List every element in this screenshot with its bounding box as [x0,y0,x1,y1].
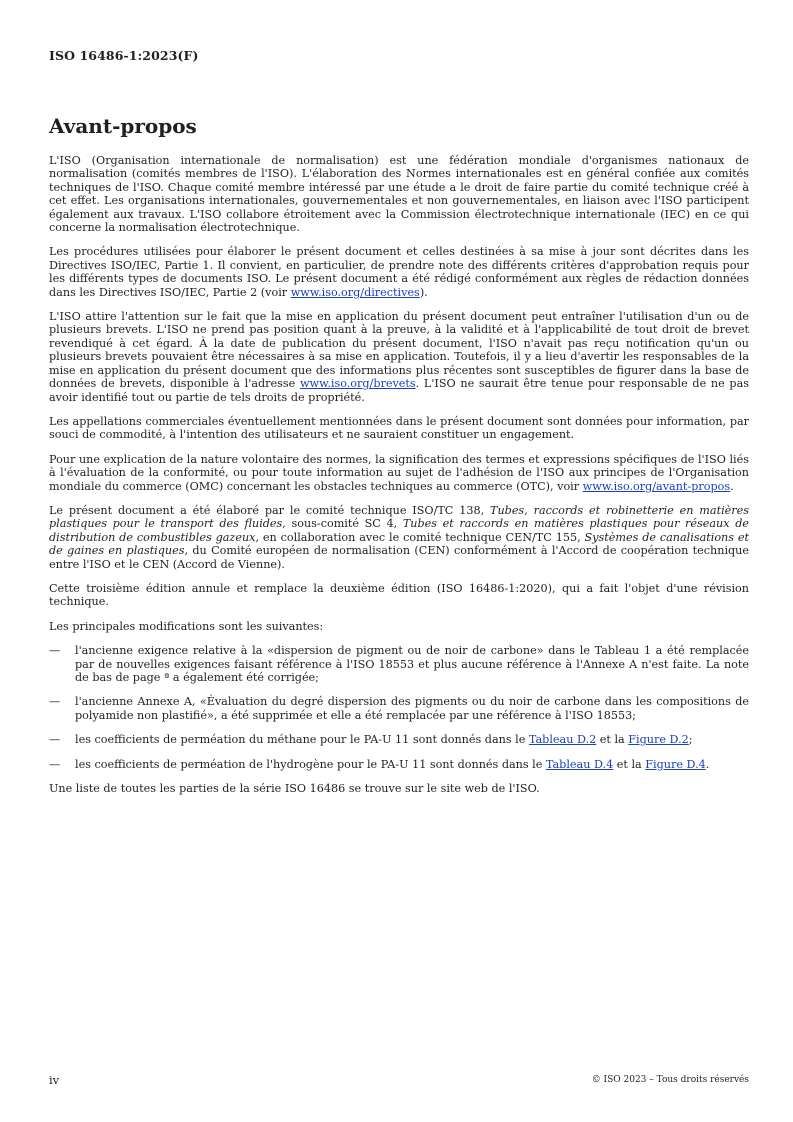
list-item: — l'ancienne Annexe A, «Évaluation du degré dispersion des pigments ou du noir de carbone dans les compositions de polyamide non plastifié», a été supprimée et elle a été remplacée par une référence à l'ISO 18553; [49,695,749,722]
paragraph-voluntary-nature: Pour une explication de la nature volontaire des normes, la signification des termes et expressions spécifiques de l'ISO liés à l'évaluation de la conformité, ou pour toute information au sujet de l'adhésion de l'ISO aux principes de l'Organisation mondiale du commerce (OMC) concernant les obstacles techniques au commerce (OTC), voir www.iso.org/avant-propos. [49,452,749,493]
link-tableau-d4[interactable]: Tableau D.4 [545,757,614,771]
page-title: Avant-propos [49,114,197,138]
copyright-notice: © ISO 2023 – Tous droits réservés [591,1075,749,1085]
paragraph-procedures: Les procédures utilisées pour élaborer le présent document et celles destinées à sa mise à jour sont décrites dans les Directives ISO/IEC, Partie 1. Il convient, en particulier, de prendre note des différents critères d'approbation requis pour les différents types de documents ISO. Le présent document a été rédigé conformément aux règles de rédaction données dans les Directives ISO/IEC, Partie 2 (voir www.iso.org/directives). [49,245,749,299]
paragraph-edition: Cette troisième édition annule et remplace la deuxième édition (ISO 16486-1:2020), qui a fait l'objet d'une révision technique. [49,581,749,609]
page-number: iv [49,1073,60,1087]
link-tableau-d2[interactable]: Tableau D.2 [528,733,597,747]
paragraph-changes-intro: Les principales modifications sont les suivantes: [49,619,324,633]
paragraph-patents: L'ISO attire l'attention sur le fait que la mise en application du présent document peut entraîner l'utilisation d'un ou de plusieurs brevets. L'ISO ne prend pas position quant à la preuve, à la validité et à l'applicabilité de tout droit de brevet revendiqué à cet égard. À la date de publication du présent document, l'ISO n'avait pas reçu notification qu'un ou plusieurs brevets pouvaient être nécessaires à sa mise en application. Toutefois, il y a lieu d'avertir les responsables de la mise en application du présent document que des informations plus récentes sont susceptibles de figurer dans la base de données de brevets, disponible à l'adresse www.iso.org/brevets. L'ISO ne saurait être tenue pour responsable de ne pas avoir identifié tout ou partie de tels droits de propriété. [49,310,750,404]
link-directives[interactable]: www.iso.org/directives [290,285,420,299]
link-brevets[interactable]: www.iso.org/brevets [299,377,416,391]
link-figure-d4[interactable]: Figure D.4 [645,757,706,771]
paragraph-iso-intro: L'ISO (Organisation internationale de normalisation) est une fédération mondiale d'organismes nationaux de normalisation (comités membres de l'ISO). L'élaboration des Normes internationales est en général confiée aux comités techniques de l'ISO. Chaque comité membre intéressé par une étude a le droit de faire partie du comité technique créé à cet effet. Les organisations internationales, gouvernementales et non gouvernementales, en liaison avec l'ISO participent également aux travaux. L'ISO collabore étroitement avec la Commission électrotechnique internationale (IEC) en ce qui concerne la normalisation électrotechnique. [49,154,749,235]
dash-bullet: — [49,733,61,747]
list-item: — les coefficients de perméation du méthane pour le PA-U 11 sont donnés dans le Tableau D.2 et la Figure D.2; [49,733,693,747]
paragraph-committee: Le présent document a été élaboré par le comité technique ISO/TC 138, Tubes, raccords et robinetterie en matières plastiques pour le transport des fluides, sous-comité SC 4, Tubes et raccords en matières plastiques pour réseaux de distribution de combustibles gazeux, en collaboration avec le comité technique CEN/TC 155, Systèmes de canalisations et de gaines en plastiques, du Comité européen de normalisation (CEN) conformément à l'Accord de coopération technique entre l'ISO et le CEN (Accord de Vienne). [49,503,750,571]
paragraph-trade-names: Les appellations commerciales éventuellement mentionnées dans le présent document sont données pour information, par souci de commodité, à l'intention des utilisateurs et ne sauraient constituer un engagement. [49,414,749,442]
link-figure-d2[interactable]: Figure D.2 [628,733,689,747]
link-avant-propos[interactable]: www.iso.org/avant-propos [582,479,731,493]
dash-bullet: — [49,695,61,709]
list-item: — l'ancienne exigence relative à la «dispersion de pigment ou de noir de carbone» dans le Tableau 1 a été remplacée par de nouvelles exigences faisant référence à l'ISO 18553 et plus aucune référence à l'Annexe A n'est faite. La note de bas de page ª a également été corrigée; [49,644,749,684]
dash-bullet: — [49,757,61,771]
foreword-body [49,154,749,795]
paragraph-series-list: Une liste de toutes les parties de la série ISO 16486 se trouve sur le site web de l'ISO. [49,782,540,796]
list-item: — les coefficients de perméation de l'hydrogène pour le PA-U 11 sont donnés dans le Tableau D.4 et la Figure D.4. [49,757,710,771]
dash-bullet: — [49,644,61,658]
changes-list [49,644,749,771]
document-page [49,0,749,1122]
document-id: ISO 16486-1:2023(F) [49,48,199,63]
